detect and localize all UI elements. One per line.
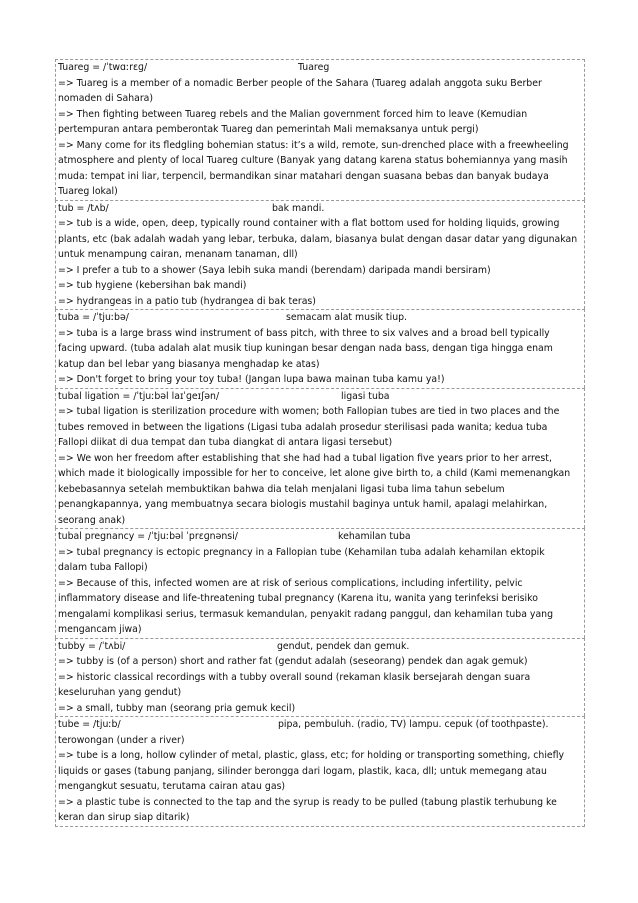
entry-line: => tuba is a large brass wind instrument of bass pitch, with three to six valves and a broad bell typically [58, 327, 550, 339]
entry-header [58, 310, 582, 326]
entry-line: => tubal ligation is sterilization procedure with women; both Fallopian tubes are tied in two places and the [58, 406, 560, 417]
entry-line: dalam tuba Fallopi) [58, 562, 148, 573]
entry-translation: bak mandi. [272, 202, 325, 214]
entry-line: kebebasannya setelah membuktikan bahwa dia telah menjalani ligasi tuba lima tahun sebelum [58, 483, 505, 495]
entry-line: => I prefer a tub to a shower (Saya lebih suka mandi (berendam) daripada mandi bersiram) [58, 264, 491, 276]
entry-line: katup dan bel lebar yang biasanya menghadap ke atas) [58, 358, 320, 370]
entry-header [58, 529, 582, 545]
entry-line: muda: tempat ini liar, terpencil, bermandikan sinar matahari dengan suasana bebas dan banyak budaya [58, 170, 549, 182]
entry-header [58, 201, 582, 217]
entry-translation: Tuareg [298, 62, 330, 73]
entry-line: seorang anak) [58, 514, 126, 526]
entry-line: => Tuareg is a member of a nomadic Berber people of the Sahara (Tuareg adalah anggota suku Berber [58, 77, 542, 89]
entry-term: tubal pregnancy = /ˈtjuːbəl ˈprɛɡnənsi/ [58, 531, 238, 542]
entry-line: mengalami komplikasi serius, termasuk kemandulan, penyakit radang panggul, dan kehamilan tuba yang [58, 608, 554, 620]
entry-line: terowongan (under a river) [58, 734, 185, 746]
glossary-entry [55, 716, 585, 827]
entry-line: penangkapannya, yang membuatnya secara biologis mustahil baginya untuk hamil, apalagi melahirkan, [58, 499, 548, 510]
entry-term: tuba = /ˈtjuːbə/ [58, 312, 129, 323]
entry-line: => a plastic tube is connected to the tap and the syrup is ready to be pulled (tabung plastik terhubung ke [58, 796, 557, 808]
glossary-entry [55, 309, 585, 388]
entry-header [58, 639, 582, 655]
entry-line: plants, etc (bak adalah wadah yang lebar, terbuka, dalam, biasanya bulat dengan dasar datar yang digunakan [58, 233, 578, 245]
entry-line: keran dan sirup siap ditarik) [58, 812, 190, 823]
entry-line: => tub hygiene (kebersihan bak mandi) [58, 280, 247, 291]
entry-term: Tuareg = /ˈtwɑːrɛɡ/ [58, 62, 148, 73]
entry-line: => Then fighting between Tuareg rebels and the Malian government forced him to leave (Kemudian [58, 108, 528, 120]
entry-line: atmosphere and plenty of local Tuareg culture (Banyak yang datang karena status bohemiannya yang masih [58, 155, 568, 166]
entry-line: tubes removed in between the ligations (Ligasi tuba adalah prosedur sterilisasi pada wanita; kedua tuba [58, 421, 548, 433]
entry-header [58, 60, 582, 76]
entry-line: mengancam jiwa) [58, 624, 142, 635]
entry-line: => tube is a long, hollow cylinder of metal, plastic, glass, etc; for holding or transporting something, chiefly [58, 750, 565, 761]
glossary-entry [55, 638, 585, 717]
entry-line: Tuareg lokal) [58, 186, 118, 197]
entry-term: tub = /tʌb/ [58, 202, 109, 214]
entry-line: => Don't forget to bring your toy tuba! (Jangan lupa bawa mainan tuba kamu ya!) [58, 374, 445, 385]
entry-line: keseluruhan yang gendut) [58, 687, 182, 698]
glossary-entry [55, 388, 585, 529]
glossary-entry [55, 59, 585, 200]
entry-header [58, 389, 582, 405]
entry-line: Fallopi diikat di dua tempat dan tuba diangkat di antara ligasi tersebut) [58, 437, 393, 448]
entry-line: => Many come for its fledgling bohemian status: it’s a wild, remote, sun-drenched place with a freewheeling [58, 139, 569, 151]
entry-term: tubby = /ˈtʌbi/ [58, 640, 126, 652]
entry-translation: kehamilan tuba [338, 531, 411, 542]
glossary-entry [55, 528, 585, 638]
entry-line: => a small, tubby man (seorang pria gemuk kecil) [58, 702, 296, 714]
entry-line: liquids or gases (tabung panjang, silinder berongga dari logam, plastik, kaca, dll; untuk memegang atau [58, 765, 547, 777]
entry-line: inflammatory disease and life-threatening tubal pregnancy (Karena itu, wanita yang terinfeksi berisiko [58, 593, 538, 604]
entry-term: tubal ligation = /ˈtjuːbəl laɪˈɡeɪʃən/ [58, 390, 220, 402]
entry-line: => hydrangeas in a patio tub (hydrangea di bak teras) [58, 295, 316, 307]
glossary-page [55, 59, 585, 827]
entry-line: => We won her freedom after establishing that she had had a tubal ligation five years prior to her arrest, [58, 452, 552, 464]
entry-translation: semacam alat musik tiup. [286, 312, 408, 323]
entry-line: => historic classical recordings with a tubby overall sound (rekaman klasik bersejarah dengan suara [58, 671, 531, 683]
entry-line: nomaden di Sahara) [58, 93, 154, 104]
entry-line: which made it biologically impossible for her to conceive, let alone give birth to, a child (Kami memenangkan [58, 468, 571, 479]
entry-translation: ligasi tuba [341, 390, 390, 402]
entry-translation: pipa, pembuluh. (radio, TV) lampu. cepuk (of toothpaste). [278, 719, 549, 730]
entry-line: mengangkut sesuatu, terutama cairan atau gas) [58, 781, 286, 792]
glossary-entry [55, 200, 585, 310]
entry-line: facing upward. (tuba adalah alat musik tiup kuningan besar dengan nada bass, dengan tiga hingga enam [58, 343, 553, 354]
entry-line: => tub is a wide, open, deep, typically round container with a flat bottom used for holding liquids, growing [58, 218, 560, 229]
entry-line: => tubal pregnancy is ectopic pregnancy in a Fallopian tube (Kehamilan tuba adalah kehamilan ektopik [58, 546, 545, 558]
entry-line: pertempuran antara pemberontak Tuareg dan pemerintah Mali memaksanya untuk pergi) [58, 124, 479, 135]
entry-line: => Because of this, infected women are at risk of serious complications, including infertility, pelvic [58, 577, 523, 589]
entry-line: untuk menampung cairan, menanam tanaman, dll) [58, 249, 298, 260]
entry-term: tube = /tjuːb/ [58, 719, 121, 730]
entry-header [58, 717, 582, 733]
entry-line: => tubby is (of a person) short and rather fat (gendut adalah (seseorang) pendek dan agak gemuk) [58, 656, 528, 667]
entry-translation: gendut, pendek dan gemuk. [277, 640, 410, 652]
